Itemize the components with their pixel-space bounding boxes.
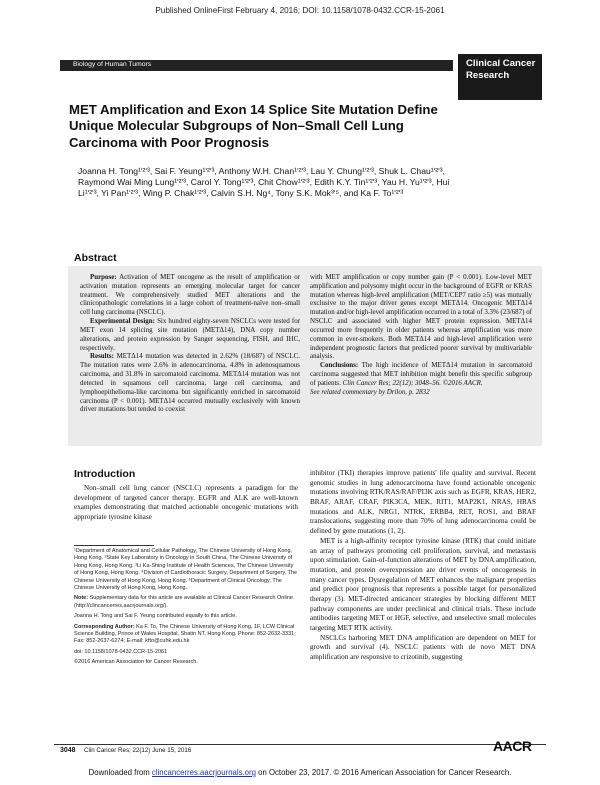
abstract-conclusions [310, 361, 532, 387]
corr-text: Ka F. To, The Chinese University of Hong Kong, 1F, LCW Clinical Science Building, Prince of Wales Hospital, Shatin NT, Hong Kong. Phone: 852-2632-3331; Fax: 852-2637-6274; E-mail: kfto@cuhk.edu.hk [74, 623, 296, 645]
purpose-text: Activation of MET oncogene as the result of amplification or activation mutation represents an emerging molecular target for cancer treatment. We comprehensively studied MET alterations and the clinicopathologic correlations in a large cohort of treatment-naïve non–small cell lung carcinoma (NSCLC). [80, 273, 300, 317]
corr-label: Corresponding Author: [74, 623, 135, 630]
page-number: 3048 [60, 747, 76, 754]
aacr-logo: AACR [493, 738, 532, 754]
download-link[interactable]: clincancerres.aacrjournals.org [151, 768, 256, 777]
article-title: MET Amplification and Exon 14 Splice Site Mutation Define Unique Molecular Subgroups of Non–Small Cell Lung Carcinoma with Poor Prognosis [69, 102, 438, 150]
abstract-heading: Abstract [74, 252, 117, 264]
section-label: Biology of Human Tumors [73, 61, 152, 68]
conclusions-label: Conclusions: [320, 361, 359, 370]
copyright: ©2016 American Association for Cancer Research. [74, 659, 198, 666]
journal-name: Clinical Cancer Research [466, 58, 536, 81]
conclusions-text: The high incidence of METΔ14 mutation in sarcomatoid carcinoma suggested that MET inhibition might benefit this specific subgroup of patients. [310, 361, 533, 387]
footnotes [74, 548, 298, 670]
design-text: Six hundred eighty-seven NSCLCs were tested for MET exon 14 splicing site mutation (METΔ14), DNA copy number alterations, and protein expression by Sanger sequencing, FISH, and IHC, respectively. [80, 317, 300, 352]
footer-rule [54, 744, 546, 745]
doi: doi: 10.1158/1078-0432.CCR-15-2061 [74, 648, 168, 655]
design-label: Experimental Design: [90, 317, 155, 326]
download-prefix: Downloaded from [88, 768, 150, 777]
intro-paragraph-1: Non–small cell lung cancer (NSCLC) represents a paradigm for the development of targeted cancer therapy. EGFR and ALK are well-known examples demonstrating that matched actionable oncogenic mutations with appropriate tyrosine kinase [74, 484, 298, 522]
abstract-citation: Clin Cancer Res; 22(12); 3048–56. ©2016 AACR. [342, 378, 483, 387]
corresponding-author [74, 624, 298, 646]
download-line [0, 768, 600, 777]
intro-right-column [310, 469, 536, 663]
intro-left-column [74, 484, 298, 523]
abstract-purpose [80, 273, 300, 317]
equal-contribution: Joanna H. Tong and Sai F. Yeung contributed equally to this article. [74, 613, 237, 620]
introduction-heading: Introduction [74, 468, 136, 480]
intro-right-paragraph-3: NSCLCs harboring MET DNA amplification are dependent on MET for growth and survival (4). NSCLC patients with de novo MET DNA amplification are responsive to crizotinib, suggesting [310, 633, 536, 662]
see-related-text: See related commentary by Drilon, p. 2832 [310, 387, 430, 396]
note-label: Note: [74, 595, 89, 602]
footnote-rule [74, 545, 154, 546]
intro-right-paragraph-1: inhibitor (TKI) therapies improve patients' life quality and survival. Recent genomic studies in lung adenocarcinoma have found actionable oncogenic mutations involving RTK/RAS/RAF/PI3K axis such as EGFR, KRAS, HER2, BRAF, ARAF, CRAF, PIK3CA, MEK, RIT1, MAP2K1, NRAS, HRAS mutations and ALK, NRG1, NTRK, ERBB4, RET, ROS1, and BRAF translocations, suggesting more than 70% of lung adenocarcinoma could be defined by gene mutations (1, 2). [310, 469, 536, 536]
abstract-left-column [80, 273, 300, 414]
note-text: Supplementary data for this article are available at Clinical Cancer Research Online (http://clincancerres.aacrjournals.org/). [74, 595, 293, 609]
results-text-a: METΔ14 mutation was detected in 2.62% (18/687) of NSCLC. The mutation rates were 2.6% in adenocarcinoma, 4.8% in adenosquamous carcinoma, and 31.8% in sarcomatoid carcinoma. METΔ14 mutation was not detected in squamous cell carcinoma, large cell carcinoma, and lymphoepithelioma-like carcinoma but significantly enriched in sarcomatoid carcinoma (P < 0.001). METΔ14 occurred mutually exclusively with known driver mutations but tended to coexist [80, 352, 301, 414]
abstract-right-column [310, 273, 532, 397]
supplementary-note [74, 595, 298, 610]
abstract-results [80, 352, 300, 414]
see-related [310, 388, 532, 397]
affiliations: ¹Department of Anatomical and Cellular Pathology, The Chinese University of Hong Kong, Hong Kong. ²State Key Laboratory in Oncology in South China, The Chinese University of Hong Kong, Hong Kong. ³Li Ka-Shing Institute of Health Sciences, The Chinese University of Hong Kong, Hong Kong. ⁴Division of Cardiothoracic Surgery, Department of Surgery, The Chinese University of Hong Kong, Hong Kong. ⁵Department of Clinical Oncology, The Chinese University of Hong Kong, Hong Kong. [74, 548, 298, 592]
results-continued: with MET amplification or copy number gain (P < 0.001). Low-level MET amplification and polysomy might occur in the background of EGFR or KRAS mutation whereas high-level amplification (MET/CEP7 ratio ≥5) was mutually exclusive to the major driver genes except METΔ14. Oncogenic METΔ14 mutation and/or high-level amplification occurred in a total of 3.3% (23/687) of NSCLC and associated with higher MET protein expression. METΔ14 occurred more frequently in older patients whereas amplification was more common in ever-smokers. Both METΔ14 and high-level amplification were independent prognostic factors that predicted poorer survival by multivariable analysis. [310, 273, 532, 361]
download-suffix: on October 23, 2017. © 2016 American Association for Cancer Research. [258, 768, 512, 777]
journal-citation: Clin Cancer Res; 22(12) June 15, 2016 [84, 747, 192, 754]
published-line: Published OnlineFirst February 4, 2016; DOI: 10.1158/1078-0432.CCR-15-2061 [155, 6, 445, 15]
purpose-label: Purpose: [90, 273, 117, 281]
intro-right-paragraph-2: MET is a high-affinity receptor tyrosine kinase (RTK) that could initiate an array of pathways promoting cell proliferation, survival, and metastasis upon stimulation. Gain-of-function alterations of MET by DNA amplification, mutation, and protein overexpression are driver events of oncogenesis in many cancer types. Dysregulation of MET enhances the malignant properties and predict poor prognosis that represents a possible target for personalized therapy (3). MET-directed anticancer strategies by blocking different MET pathway components are under preclinical and clinical trials. These include antibodies targeting MET or HGF, selective, and unselective small molecules targeting MET RTK activity. [310, 536, 536, 632]
results-label: Results: [90, 352, 114, 361]
abstract-design [80, 317, 300, 352]
author-list: Joanna H. Tong¹ʹ²ʹ³, Sai F. Yeung¹ʹ²ʹ³, Anthony W.H. Chan¹ʹ²ʹ³, Lau Y. Chung¹ʹ²ʹ³, Shuk L. Chau¹ʹ²ʹ³, Raymond Wai Ming Lung¹ʹ²ʹ³, Carol Y. Tong¹ʹ²ʹ³, Chit Chow¹ʹ²ʹ³, Edith K.Y. Tin¹ʹ²ʹ³, Yau H. Yu¹ʹ²ʹ³, Hui Li¹ʹ²ʹ³, Yi Pan¹ʹ²ʹ³, Wing P. Chak¹ʹ²ʹ³, Calvin S.H. Ng⁴, Tony S.K. Mok³ʹ⁵, and Ka F. To¹ʹ²ʹ³ [78, 166, 450, 198]
